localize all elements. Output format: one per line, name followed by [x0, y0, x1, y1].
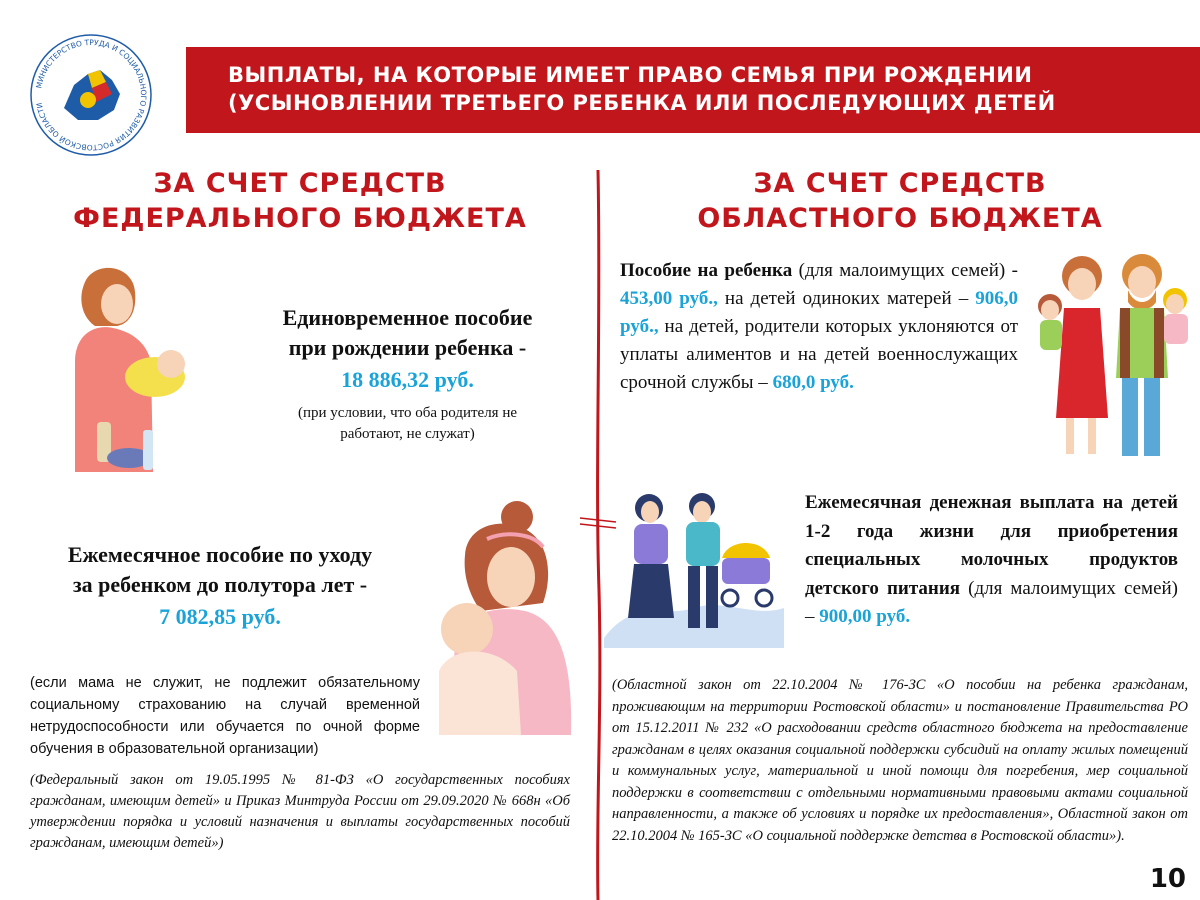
regional-benefit-child-allowance: Пособие на ребенка (для малоимущих семей) - 453,00 руб., на детей одиноких матерей – 906,0 руб., на детей, родители которых уклоняются от уплаты алиментов и на детей военнослужащих срочной службы – 680,0 руб. — [620, 260, 1018, 393]
benefit-amount: 18 886,32 руб. — [341, 367, 474, 392]
page-title — [228, 61, 1056, 117]
ministry-logo — [26, 30, 156, 160]
benefit-title: Единовременное пособие при рождении ребенка - — [282, 305, 533, 360]
federal-benefit-lump-sum — [245, 303, 570, 445]
federal-legal-reference: (Федеральный закон от 19.05.1995 № 81-ФЗ «О государственных пособиях гражданам, имеющим детей» и Приказ Минтруда России от 29.09.2020 № 668н «Об утверждении порядка и условий назначения и выплаты государственных пособий гражданам, имеющим детей») — [30, 772, 570, 851]
regional-section-title: ЗА СЧЕТ СРЕДСТВ ОБЛАСТНОГО БЮДЖЕТА — [697, 168, 1103, 234]
family-illustration-icon — [1030, 248, 1195, 463]
federal-section-title: ЗА СЧЕТ СРЕДСТВ ФЕДЕРАЛЬНОГО БЮДЖЕТА — [73, 168, 527, 234]
section-divider — [592, 170, 604, 900]
title-line-1: ВЫПЛАТЫ, НА КОТОРЫЕ ИМЕЕТ ПРАВО СЕМЬЯ ПРИ РОЖДЕНИИ — [228, 63, 1033, 87]
svg-text:МИНИСТЕРСТВО ТРУДА И СОЦИАЛЬНО — [34, 38, 148, 152]
benefit-condition: (если мама не служит, не подлежит обязательному социальному страхованию на случай временной нетрудоспособности или обучается по очной форме обучения в образовательной организации) — [30, 675, 420, 757]
header-banner — [186, 47, 1200, 133]
mother-feeding-baby-icon — [55, 262, 195, 472]
logo-text: МИНИСТЕРСТВО ТРУДА И СОЦИАЛЬНОГО РАЗВИТИЯ РОСТОВСКОЙ ОБЛАСТИ — [34, 37, 149, 153]
benefit-amount: 7 082,85 руб. — [159, 604, 281, 629]
parents-with-stroller-icon — [604, 488, 784, 648]
mother-hugging-baby-icon — [425, 495, 575, 735]
benefit-condition: (при условии, что оба родителя не работают, не служат) — [297, 405, 518, 442]
benefit-title: Ежемесячное пособие по уходу за ребенком до полутора лет - — [67, 542, 373, 597]
regional-legal-reference: (Областной закон от 22.10.2004 № 176-ЗС «О пособии на ребенка гражданам, проживающим на территории Ростовской области» и постановление Правительства РО от 15.12.2011 № 232 «О расходовании средств областного бюджета на предоставление гражданам в целях оказания социальной поддержки субсидий на оплату жилых помещений и коммунальных услуг, материальной и иной помощи для погребения, мер социальной поддержки в соответствии с отдельными нормативными правовыми актами социальной направленности, а также об условиях и порядке их предоставления», Областной закон от 22.10.2004 № 165-ЗС «О социальной поддержке детства в Ростовской области»). — [612, 677, 1188, 844]
title-line-2: (УСЫНОВЛЕНИИ ТРЕТЬЕГО РЕБЕНКА ИЛИ ПОСЛЕДУЮЩИХ ДЕТЕЙ — [228, 91, 1056, 115]
page-number: 10 — [1149, 864, 1186, 894]
federal-benefit-monthly-care — [20, 540, 420, 634]
regional-benefit-monthly-nutrition: Ежемесячная денежная выплата на детей 1-2 года жизни для приобретения специальных молочных продуктов детского питания (для малоимущих семей) – 900,00 руб. — [805, 492, 1178, 627]
